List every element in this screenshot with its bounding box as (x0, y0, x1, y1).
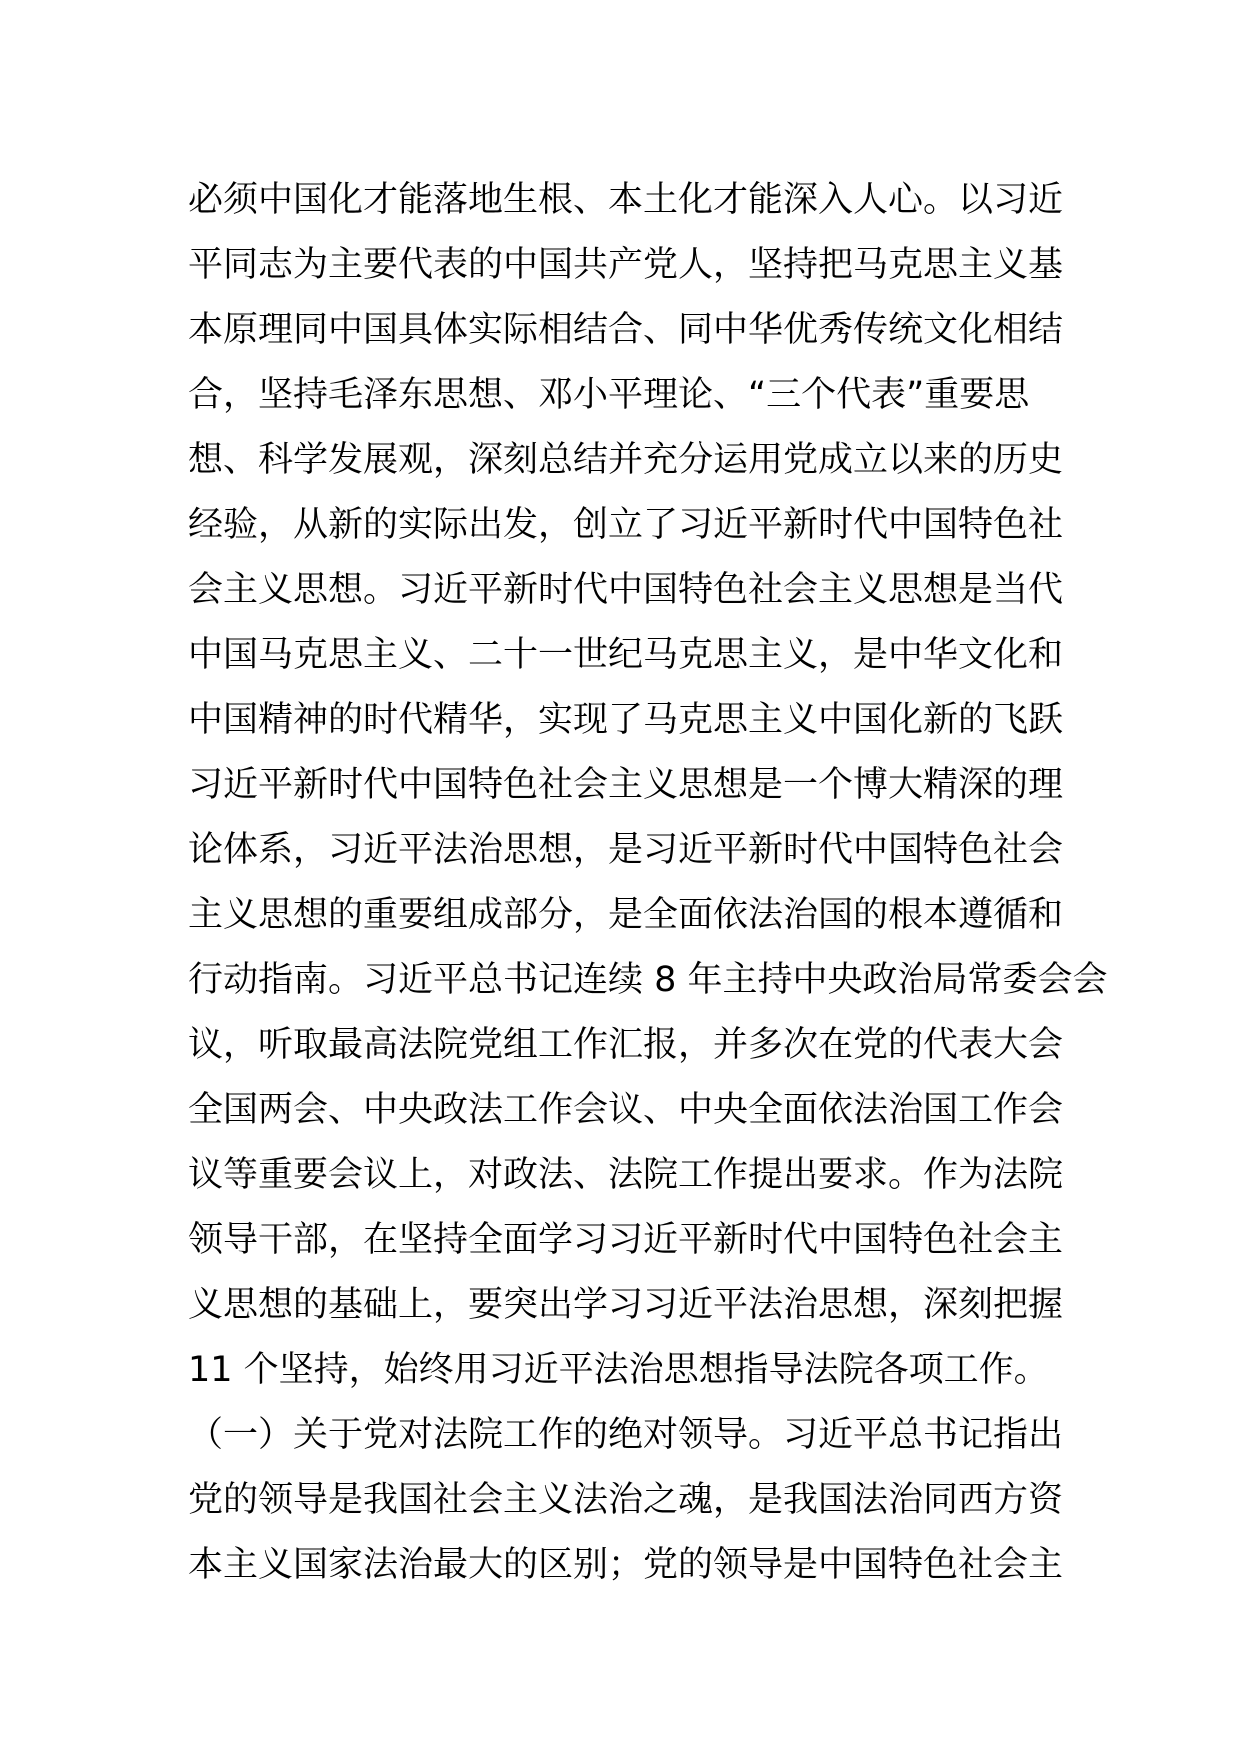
text-line: 经验，从新的实际出发，创立了习近平新时代中国特色社 (188, 505, 1064, 545)
text-line: 必须中国化才能落地生根、本土化才能深入人心。以习近 (188, 180, 1064, 220)
text-line: 义思想的基础上，要突出学习习近平法治思想，深刻把握 (188, 1285, 1064, 1325)
text-line: 中国马克思主义、二十一世纪马克思主义，是中华文化和 (188, 635, 1064, 675)
text-line: 会主义思想。习近平新时代中国特色社会主义思想是当代 (188, 570, 1064, 610)
text-line: 党的领导是我国社会主义法治之魂，是我国法治同西方资 (188, 1480, 1064, 1520)
text-line: 议，听取最高法院党组工作汇报，并多次在党的代表大会 (188, 1025, 1064, 1065)
text-line: 论体系，习近平法治思想，是习近平新时代中国特色社会 (188, 830, 1064, 870)
text-line: 想、科学发展观，深刻总结并充分运用党成立以来的历史 (188, 440, 1064, 480)
text-line: （一）关于党对法院工作的绝对领导。习近平总书记指出 (188, 1415, 1064, 1455)
text-line: 习近平新时代中国特色社会主义思想是一个博大精深的理 (188, 765, 1064, 805)
text-line: 本主义国家法治最大的区别；党的领导是中国特色社会主 (188, 1545, 1064, 1585)
text-line: 中国精神的时代精华，实现了马克思主义中国化新的飞跃 (188, 700, 1064, 740)
text-line: 平同志为主要代表的中国共产党人，坚持把马克思主义基 (188, 245, 1064, 285)
text-line: 全国两会、中央政法工作会议、中央全面依法治国工作会 (188, 1090, 1064, 1130)
text-line: 主义思想的重要组成部分，是全面依法治国的根本遵循和 (188, 895, 1064, 935)
text-line: 合，坚持毛泽东思想、邓小平理论、“三个代表”重要思 (188, 375, 1030, 415)
text-line: 11 个坚持，始终用习近平法治思想指导法院各项工作。 (188, 1350, 1049, 1390)
text-line: 议等重要会议上，对政法、法院工作提出要求。作为法院 (188, 1155, 1064, 1195)
text-line: 本原理同中国具体实际相结合、同中华优秀传统文化相结 (188, 310, 1064, 350)
text-line: 领导干部，在坚持全面学习习近平新时代中国特色社会主 (188, 1220, 1064, 1260)
text-line: 行动指南。习近平总书记连续 8 年主持中央政治局常委会会 (188, 960, 1108, 1000)
body-text (188, 168, 1108, 1598)
